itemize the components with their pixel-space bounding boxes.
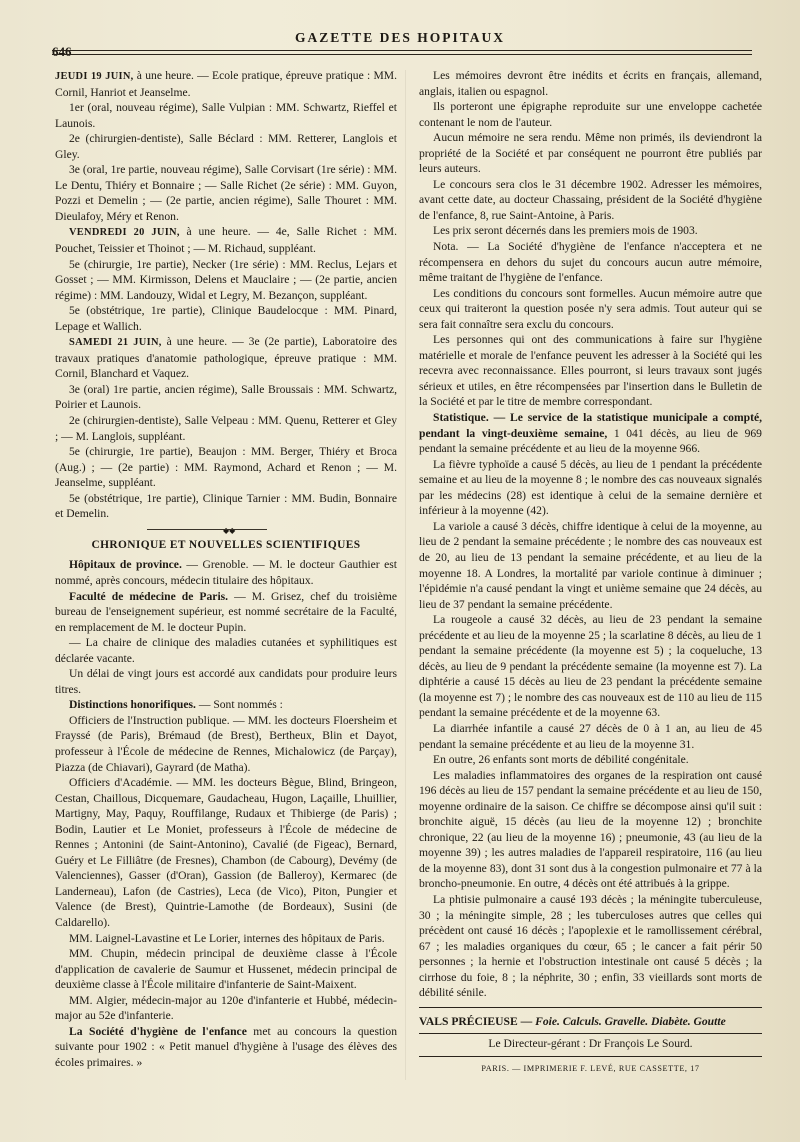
news-paragraph: La phtisie pulmonaire a causé 193 décès ; la méningite tuberculeuse, 30 ; la méningite simple, 28 ; les tuberculoses autres que celles qui précèdent ont causé 16 décès ; l'apoplexie et le ramollissement cérébral, 67 ; les maladies organiques du cœur, 65 ; le cancer a fait périr 50 personnes ; la hernie et l'obstruction intestinale ont causé 5 décès ; la cirrhose du foie, 8 ; la néphrite, 30 ; enfin, 33 vieillards sont morts de débilité sénile. [419,892,762,1000]
news-paragraph: — La chaire de clinique des maladies cutanées et syphilitiques est déclarée vacante. [55,636,397,665]
news-paragraph: La rougeole a causé 32 décès, au lieu de 23 pendant la semaine précédente et au lieu de la moyenne 25 ; la scarlatine 8 décès, au lieu de 1 pendant la semaine précédente (la moyenne est 5) ; la coqueluche, 13 décès, au lieu de 9 pendant la précédente semaine (la moyenne est 7). La diphtérie a causé 15 décès au lieu de 23 pendant la précédente semaine (la moyenne est 7) ; le nombre des cas nouveaux est de 110 au lieu de 115 pendant la semaine précédente et de la moyenne 63. [419,613,762,720]
section-divider: ◆◆ [55,522,397,536]
exam-paragraph: 3e (oral, 1re partie, nouveau régime), Salle Corvisart (1re série) : MM. Le Dentu, Thiéry et Bonnaire ; — Salle Richet (2e série) : MM. Guyon, Pozzi et Demelin ; — (2e partie, ancien régime), Salle Thouret : MM. Dieulafoy, Méry et Renon. [55,163,397,223]
news-societe-hygiene: La Société d'hygiène de l'enfance met au concours la question suivante pour 1902 : « Petit manuel d'hygiène à l'usage des élèves des écoles primaires. » [55,1024,397,1069]
news-paragraph: Aucun mémoire ne sera rendu. Même non primés, ils deviendront la propriété de la Société et par conséquent ne pourront être publiés par leurs auteurs. [419,131,762,176]
vals-advertisement: VALS PRÉCIEUSE — Foie. Calculs. Gravelle. Diabète. Goutte [419,1007,762,1030]
news-paragraph: Officiers d'Académie. — MM. les docteurs Bègue, Blind, Bringeon, Cestan, Chaillous, Dicquemare, Gaudacheau, Hugon, Laçaille, Lhuillier, Martigny, May, Paquy, Rouffilange, Rudaux et Thibierge (de Paris) ; Bodin, Lautier et Le Moniet, professeurs à l'École de médecine de Rennes ; Antonini (de Saint-Antonino), Cavalié (de Figeac), Bernard, Guéry et Le Filliâtre (de Fresnes), Chambon (de Cabourg), Devémy (de Valenciennes), Gasser (d'Oran), Gassion (de Balleroy), Kermarec (de Landerneau), Lafon (de Castries), Leca (de Vico), Piton, Pungier et Valence (de Brest), Quintrie-Lamothe (de Bordeaux), Susini (de Caldarello). [55,776,397,929]
news-paragraph: La diarrhée infantile a causé 27 décès de 0 à 1 an, au lieu de 45 pendant la semaine précédente et au lieu de la moyenne 31. [419,721,762,751]
printer-imprint: PARIS. — IMPRIMERIE F. LEVÉ, RUE CASSETTE, 17 [419,1056,762,1077]
exam-jeudi: JEUDI 19 JUIN, à une heure. — Ecole pratique, épreuve pratique : MM. Cornil, Hanriot et Jeanselme. [55,69,398,99]
director-signature: Le Directeur-gérant : Dr François Le Sourd. [488,1037,693,1051]
exam-paragraph: 5e (chirurgie, 1re partie), Beaujon : MM. Berger, Thiéry et Broca (Aug.) ; — (2e partie) : MM. Raymond, Achard et Renon ; — M. Jeanselme, suppléant. [55,445,397,490]
news-paragraph: Un délai de vingt jours est accordé aux candidats pour produire leurs titres. [55,667,397,696]
exam-paragraph: 5e (chirurgie, 1re partie), Necker (1re série) : MM. Reclus, Lejars et Gosset ; — MM. Kirmisson, Delens et Mauclaire ; — (2e partie, ancien régime) : MM. Landouzy, Widal et Legry, M. Bezançon, suppléant. [55,257,397,302]
footer-rule [419,1033,762,1034]
news-paragraph: Le concours sera clos le 31 décembre 1902. Adresser les mémoires, avant cette date, au docteur Chassaing, président de la Société d'hygiène de l'enfance, 8, rue Saint-Antoine, à Paris. [419,177,762,222]
news-paragraph: Les mémoires devront être inédits et écrits en français, allemand, anglais, italien ou espagnol. [419,69,762,98]
news-paragraph: La variole a causé 3 décès, chiffre identique à celui de la moyenne, au lieu de 2 pendant la semaine précédente ; le nombre des cas nouveaux est de 20, au lieu de 13 pendant la semaine précédente, et au lieu de la moyenne 18. A Londres, la mortalité par variole continue à diminuer ; l'épidémie n'a causé pendant la vingt et unième semaine que 24 décès, au lieu de 37 pendant la semaine précédente. [419,519,762,611]
running-title: GAZETTE DES HOPITAUX [294,30,506,45]
exam-paragraph: 5e (obstétrique, 1re partie), Clinique Tarnier : MM. Budin, Bonnaire et Demelin. [55,491,397,521]
news-paragraph: Les personnes qui ont des communications à faire sur l'hygiène matérielle et morale de l'enfance peuvent les adresser à la Société qui les recevra avec reconnaissance. Elles pourront, si leurs travaux sont jugés sérieux et utiles, en être récompensées par l'insertion dans le Bulletin de la Société et par le titre de membre correspondant. [419,333,762,409]
news-paragraph: Les maladies inflammatoires des organes de la respiration ont causé 196 décès au lieu de 157 pendant la semaine précédente et au lieu de 150, moyenne ordinaire de la saison. Ce chiffre se décompose ainsi qu'il suit : bronchite aiguë, 15 décès (au lieu de la moyenne 12) ; bronchite chronique, 22 (au lieu de la moyenne 16) ; pneumonie, 43 (au lieu de la moyenne 39) ; les autres maladies de l'appareil respiratoire, 116 (au lieu de la moyenne 83), dont 31 sont dus à la congestion pulmonaire et 77 à la broncho-pneumonie. En outre, 4 décès ont été attribués à la grippe. [419,768,762,891]
news-paragraph: Les conditions du concours sont formelles. Aucun mémoire autre que ceux qui traiteront la question posée n'y sera admis. Tout auteur qui se sera fait connaître sera exclu du concours. [419,286,762,331]
news-paragraph: MM. Chupin, médecin principal de deuxième classe à l'École d'application de cavalerie de Saumur et Hussenet, médecin principal de deuxième classe à l'École militaire d'infanterie de Saint-Maixent. [55,947,397,992]
header-rule [52,50,752,51]
exam-paragraph: 5e (obstétrique, 1re partie), Clinique Baudelocque : MM. Pinard, Lepage et Wallich. [55,304,397,333]
news-paragraph: La fièvre typhoïde a causé 5 décès, au lieu de 1 pendant la précédente semaine et au lieu de la moyenne 8 ; le nombre des cas nouveaux signalés par les médecins (28) est identique à celui de la semaine dernière et inférieur à la moyenne (42). [419,457,762,518]
news-paragraph: MM. Laignel-Lavastine et Le Lorier, internes des hôpitaux de Paris. [69,931,385,945]
news-distinctions: Distinctions honorifiques. — Sont nommés : [69,698,283,712]
news-paragraph: En outre, 26 enfants sont morts de débilité congénitale. [433,753,689,767]
right-column [419,68,762,1076]
section-heading: CHRONIQUE ET NOUVELLES SCIENTIFIQUES [91,538,361,551]
exam-paragraph: 2e (chirurgien-dentiste), Salle Béclard : MM. Retterer, Langlois et Gley. [55,132,397,161]
exam-paragraph: 1er (oral, nouveau régime), Salle Vulpian : MM. Schwartz, Rieffel et Launois. [55,101,397,130]
news-paragraph: Officiers de l'Instruction publique. — MM. les docteurs Floersheim et Frayssé (de Paris), Brémaud (de Brest), Bertheux, Blin et Dayot, professeur à l'École de médecine de Rennes, Michalowicz (de Parçay), Piazza (de Chiavari), Gayrard (de Matha). [55,713,397,774]
news-statistique: Statistique. — Le service de la statistique municipale a compté, pendant la vingt-deuxième semaine, 1 041 décès, au lieu de 969 pendant la semaine précédente et au lieu de la moyenne 966. [419,411,762,456]
news-paragraph: Ils porteront une épigraphe reproduite sur une enveloppe cachetée contenant le nom de l'auteur. [419,100,762,129]
exam-paragraph: 3e (oral) 1re partie, ancien régime), Salle Broussais : MM. Schwartz, Poirier et Launois. [55,382,397,412]
exam-paragraph: 2e (chirurgien-dentiste), Salle Velpeau : MM. Quenu, Retterer et Gley ; — M. Langlois, suppléant. [55,414,397,443]
header-rule-thin [52,54,752,55]
news-paragraph: Nota. — La Société d'hygiène de l'enfance n'acceptera et ne récompensera en dehors du sujet du concours aucun autre mémoire, même traitant de l'hygiène de l'enfance. [419,240,762,285]
news-hopitaux-province: Hôpitaux de province. — Grenoble. — M. le docteur Gauthier est nommé, après concours, médecin titulaire des hôpitaux. [55,558,397,587]
news-paragraph: Les prix seront décernés dans les premiers mois de 1903. [433,224,698,238]
left-column [55,68,397,1070]
exam-vendredi: VENDREDI 20 JUIN, à une heure. — 4e, Salle Richet : MM. Pouchet, Teissier et Thoinot ; — M. Richaud, suppléant. [55,225,397,256]
news-faculte: Faculté de médecine de Paris. — M. Grisez, chef du troisième bureau de l'enseignement supérieur, est nommé secrétaire de la Faculté, en remplacement de M. le docteur Pupin. [55,589,397,634]
exam-samedi: SAMEDI 21 JUIN, à une heure. — 3e (2e partie), Laboratoire des travaux pratiques d'anatomie pathologique, épreuve pratique : MM. Cornil, Blanchard et Vaquez. [55,335,397,381]
news-paragraph: MM. Algier, médecin-major au 120e d'infanterie et Hubbé, médecin-major au 52e d'infanterie. [55,993,397,1023]
column-gutter [405,70,406,1080]
page-number: 646 [52,44,72,59]
